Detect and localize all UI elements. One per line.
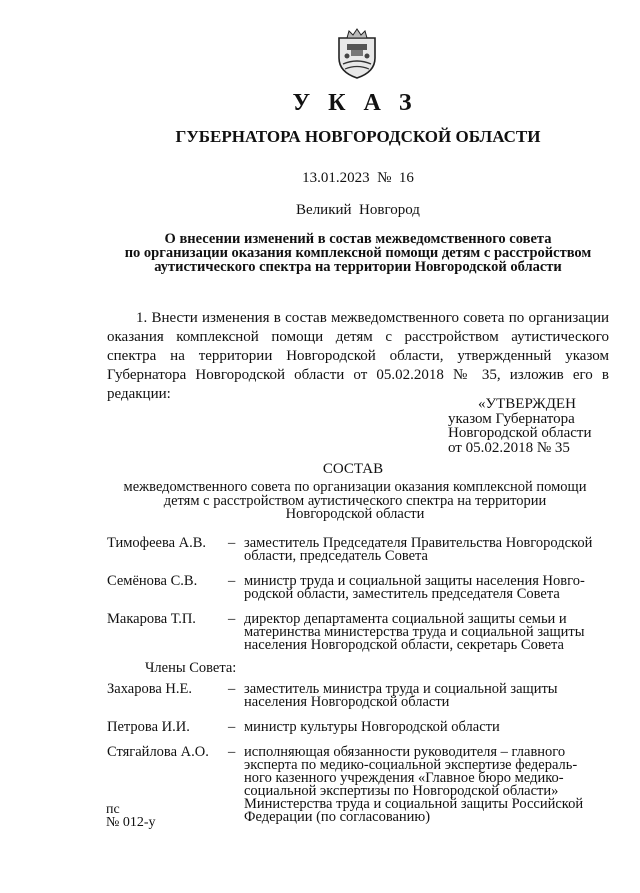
member-name: Семёнова С.В. xyxy=(107,573,198,589)
role-line: материнства министерства труда и социальной защиты xyxy=(244,624,585,640)
member-name: Макарова Т.П. xyxy=(107,611,196,627)
role-line: министр труда и социальной защиты населения Новго- xyxy=(244,573,585,589)
member-role xyxy=(244,613,612,652)
approval-stamp xyxy=(448,397,592,455)
role-line: министр культуры Новгородской области xyxy=(244,719,500,735)
footer-code xyxy=(106,803,156,829)
member-name: Тимофеева А.В. xyxy=(107,535,207,551)
role-line: населения Новгородской области xyxy=(244,694,450,710)
members-list xyxy=(107,537,612,836)
dash: – xyxy=(228,535,236,551)
approval-line: указом Губернатора xyxy=(448,410,575,427)
member-row xyxy=(107,721,612,734)
member-role xyxy=(244,683,612,709)
role-line: заместитель министра труда и социальной защиты xyxy=(244,681,558,697)
members-group-label: Члены Совета: xyxy=(145,660,237,676)
composition-title: СОСТАВ xyxy=(322,461,384,477)
member-row xyxy=(107,613,612,652)
role-line: заместитель Председателя Правительства Новгородской xyxy=(244,535,593,551)
dash: – xyxy=(228,573,236,589)
composition-subtitle xyxy=(100,481,610,522)
role-line: социальной экспертизы по Новгородской области» xyxy=(244,783,559,799)
member-name: Петрова И.И. xyxy=(107,719,190,735)
footer-line: пс xyxy=(106,802,120,817)
role-line: директор департамента социальной защиты семьи и xyxy=(244,611,567,627)
role-line: эксперта по медико-социальной экспертизе федераль- xyxy=(244,757,578,773)
dash: – xyxy=(228,744,236,760)
role-line: ного казенного учреждения «Главное бюро медико- xyxy=(244,770,564,786)
composition-subtitle-line: Новгородской области xyxy=(285,506,425,522)
dash: – xyxy=(228,611,236,627)
member-row xyxy=(107,746,612,824)
role-line: исполняющая обязанности руководителя – главного xyxy=(244,744,566,760)
dash: – xyxy=(228,719,236,735)
approval-line: Новгородской области xyxy=(448,425,592,441)
composition-subtitle-line: детям с расстройством аутистического спектра на территории xyxy=(163,492,547,509)
member-row xyxy=(107,683,612,709)
role-line: родской области, заместитель председателя Совета xyxy=(244,586,560,602)
approval-line: «УТВЕРЖДЕН xyxy=(478,396,576,412)
role-line: Федерации (по согласованию) xyxy=(244,809,431,825)
document-subtitle: ГУБЕРНАТОРА НОВГОРОДСКОЙ ОБЛАСТИ xyxy=(175,127,541,146)
paragraph-line: спектра на территории Новгородской области, утвержденный указом xyxy=(107,348,609,364)
footer-line: № 012-у xyxy=(106,815,156,830)
paragraph-line: редакции: xyxy=(107,386,171,402)
member-name: Стягайлова А.О. xyxy=(107,744,209,760)
subject-line: аутистического спектра на территории Новгородской области xyxy=(154,259,562,275)
document-title: У К А З xyxy=(292,90,418,116)
member-row xyxy=(107,537,612,563)
member-role xyxy=(244,575,612,601)
subject-line: по организации оказания комплексной помощи детям с расстройством xyxy=(124,245,592,261)
city: Великий Новгород xyxy=(296,202,420,218)
member-role xyxy=(244,537,612,563)
novgorod-coat-of-arms-icon xyxy=(333,28,381,80)
member-role xyxy=(244,721,612,734)
role-line: области, председатель Совета xyxy=(244,548,428,564)
approval-line: от 05.02.2018 № 35 xyxy=(448,439,570,456)
paragraph-line: 1. Внести изменения в состав межведомственного совета по организации xyxy=(136,310,609,326)
composition-subtitle-line: межведомственного совета по организации оказания комплексной помощи xyxy=(123,479,587,495)
member-role xyxy=(244,746,612,824)
role-line: Министерства труда и социальной защиты Российской xyxy=(244,796,584,812)
date-and-number: 13.01.2023 № 16 xyxy=(302,170,414,186)
decree-subject xyxy=(38,232,640,274)
role-line: населения Новгородской области, секретарь Совета xyxy=(244,637,564,653)
member-name: Захарова Н.Е. xyxy=(107,681,192,697)
member-row xyxy=(107,575,612,601)
dash: – xyxy=(228,681,236,697)
paragraph-line: Губернатора Новгородской области от 05.02.2018 № 35, изложив его в xyxy=(107,367,609,383)
paragraph-line: оказания комплексной помощи детям с расстройством аутистического xyxy=(107,329,609,345)
decree-paragraph xyxy=(107,309,609,404)
subject-line: О внесении изменений в состав межведомственного совета xyxy=(164,231,552,247)
